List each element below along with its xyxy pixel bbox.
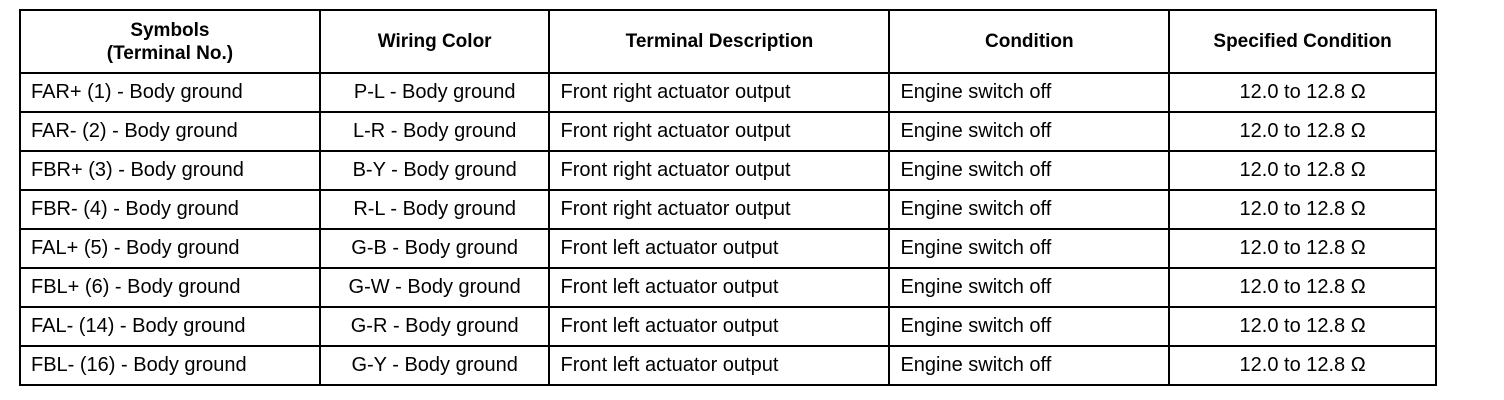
cell-specified-condition: 12.0 to 12.8 Ω [1169,307,1436,346]
header-symbols-line1: Symbols [130,19,210,41]
header-wiring-color: Wiring Color [320,10,550,73]
cell-condition: Engine switch off [889,151,1169,190]
header-symbols [20,10,320,73]
cell-condition: Engine switch off [889,190,1169,229]
cell-specified-condition: 12.0 to 12.8 Ω [1169,346,1436,385]
header-condition: Condition [889,10,1169,73]
header-symbols-line2: (Terminal No.) [106,42,234,64]
header-row [20,10,1436,73]
cell-wiring-color: G-Y - Body ground [320,346,550,385]
cell-wiring-color: P-L - Body ground [320,73,550,112]
cell-condition: Engine switch off [889,73,1169,112]
header-terminal-description: Terminal Description [549,10,889,73]
cell-specified-condition: 12.0 to 12.8 Ω [1169,268,1436,307]
cell-terminal-description: Front left actuator output [549,268,889,307]
cell-symbol: FBL+ (6) - Body ground [20,268,320,307]
table-body [20,73,1436,385]
table-row [20,268,1436,307]
table-row [20,151,1436,190]
cell-condition: Engine switch off [889,307,1169,346]
cell-specified-condition: 12.0 to 12.8 Ω [1169,151,1436,190]
table-row [20,112,1436,151]
cell-terminal-description: Front right actuator output [549,112,889,151]
cell-specified-condition: 12.0 to 12.8 Ω [1169,73,1436,112]
table-row [20,73,1436,112]
cell-wiring-color: B-Y - Body ground [320,151,550,190]
cell-condition: Engine switch off [889,112,1169,151]
cell-wiring-color: G-W - Body ground [320,268,550,307]
header-specified-condition: Specified Condition [1169,10,1436,73]
table-row [20,346,1436,385]
cell-specified-condition: 12.0 to 12.8 Ω [1169,190,1436,229]
table-row [20,229,1436,268]
cell-condition: Engine switch off [889,346,1169,385]
table-row [20,307,1436,346]
table-header [20,10,1436,73]
cell-wiring-color: R-L - Body ground [320,190,550,229]
cell-symbol: FAL- (14) - Body ground [20,307,320,346]
table-row [20,190,1436,229]
cell-condition: Engine switch off [889,268,1169,307]
cell-wiring-color: G-R - Body ground [320,307,550,346]
cell-specified-condition: 12.0 to 12.8 Ω [1169,112,1436,151]
cell-symbol: FBL- (16) - Body ground [20,346,320,385]
cell-terminal-description: Front right actuator output [549,151,889,190]
cell-terminal-description: Front right actuator output [549,190,889,229]
terminal-spec-table [19,9,1437,386]
cell-symbol: FAL+ (5) - Body ground [20,229,320,268]
cell-symbol: FBR+ (3) - Body ground [20,151,320,190]
cell-symbol: FBR- (4) - Body ground [20,190,320,229]
cell-terminal-description: Front left actuator output [549,346,889,385]
cell-specified-condition: 12.0 to 12.8 Ω [1169,229,1436,268]
cell-terminal-description: Front left actuator output [549,229,889,268]
cell-terminal-description: Front right actuator output [549,73,889,112]
cell-symbol: FAR- (2) - Body ground [20,112,320,151]
cell-wiring-color: L-R - Body ground [320,112,550,151]
cell-symbol: FAR+ (1) - Body ground [20,73,320,112]
cell-condition: Engine switch off [889,229,1169,268]
cell-terminal-description: Front left actuator output [549,307,889,346]
cell-wiring-color: G-B - Body ground [320,229,550,268]
